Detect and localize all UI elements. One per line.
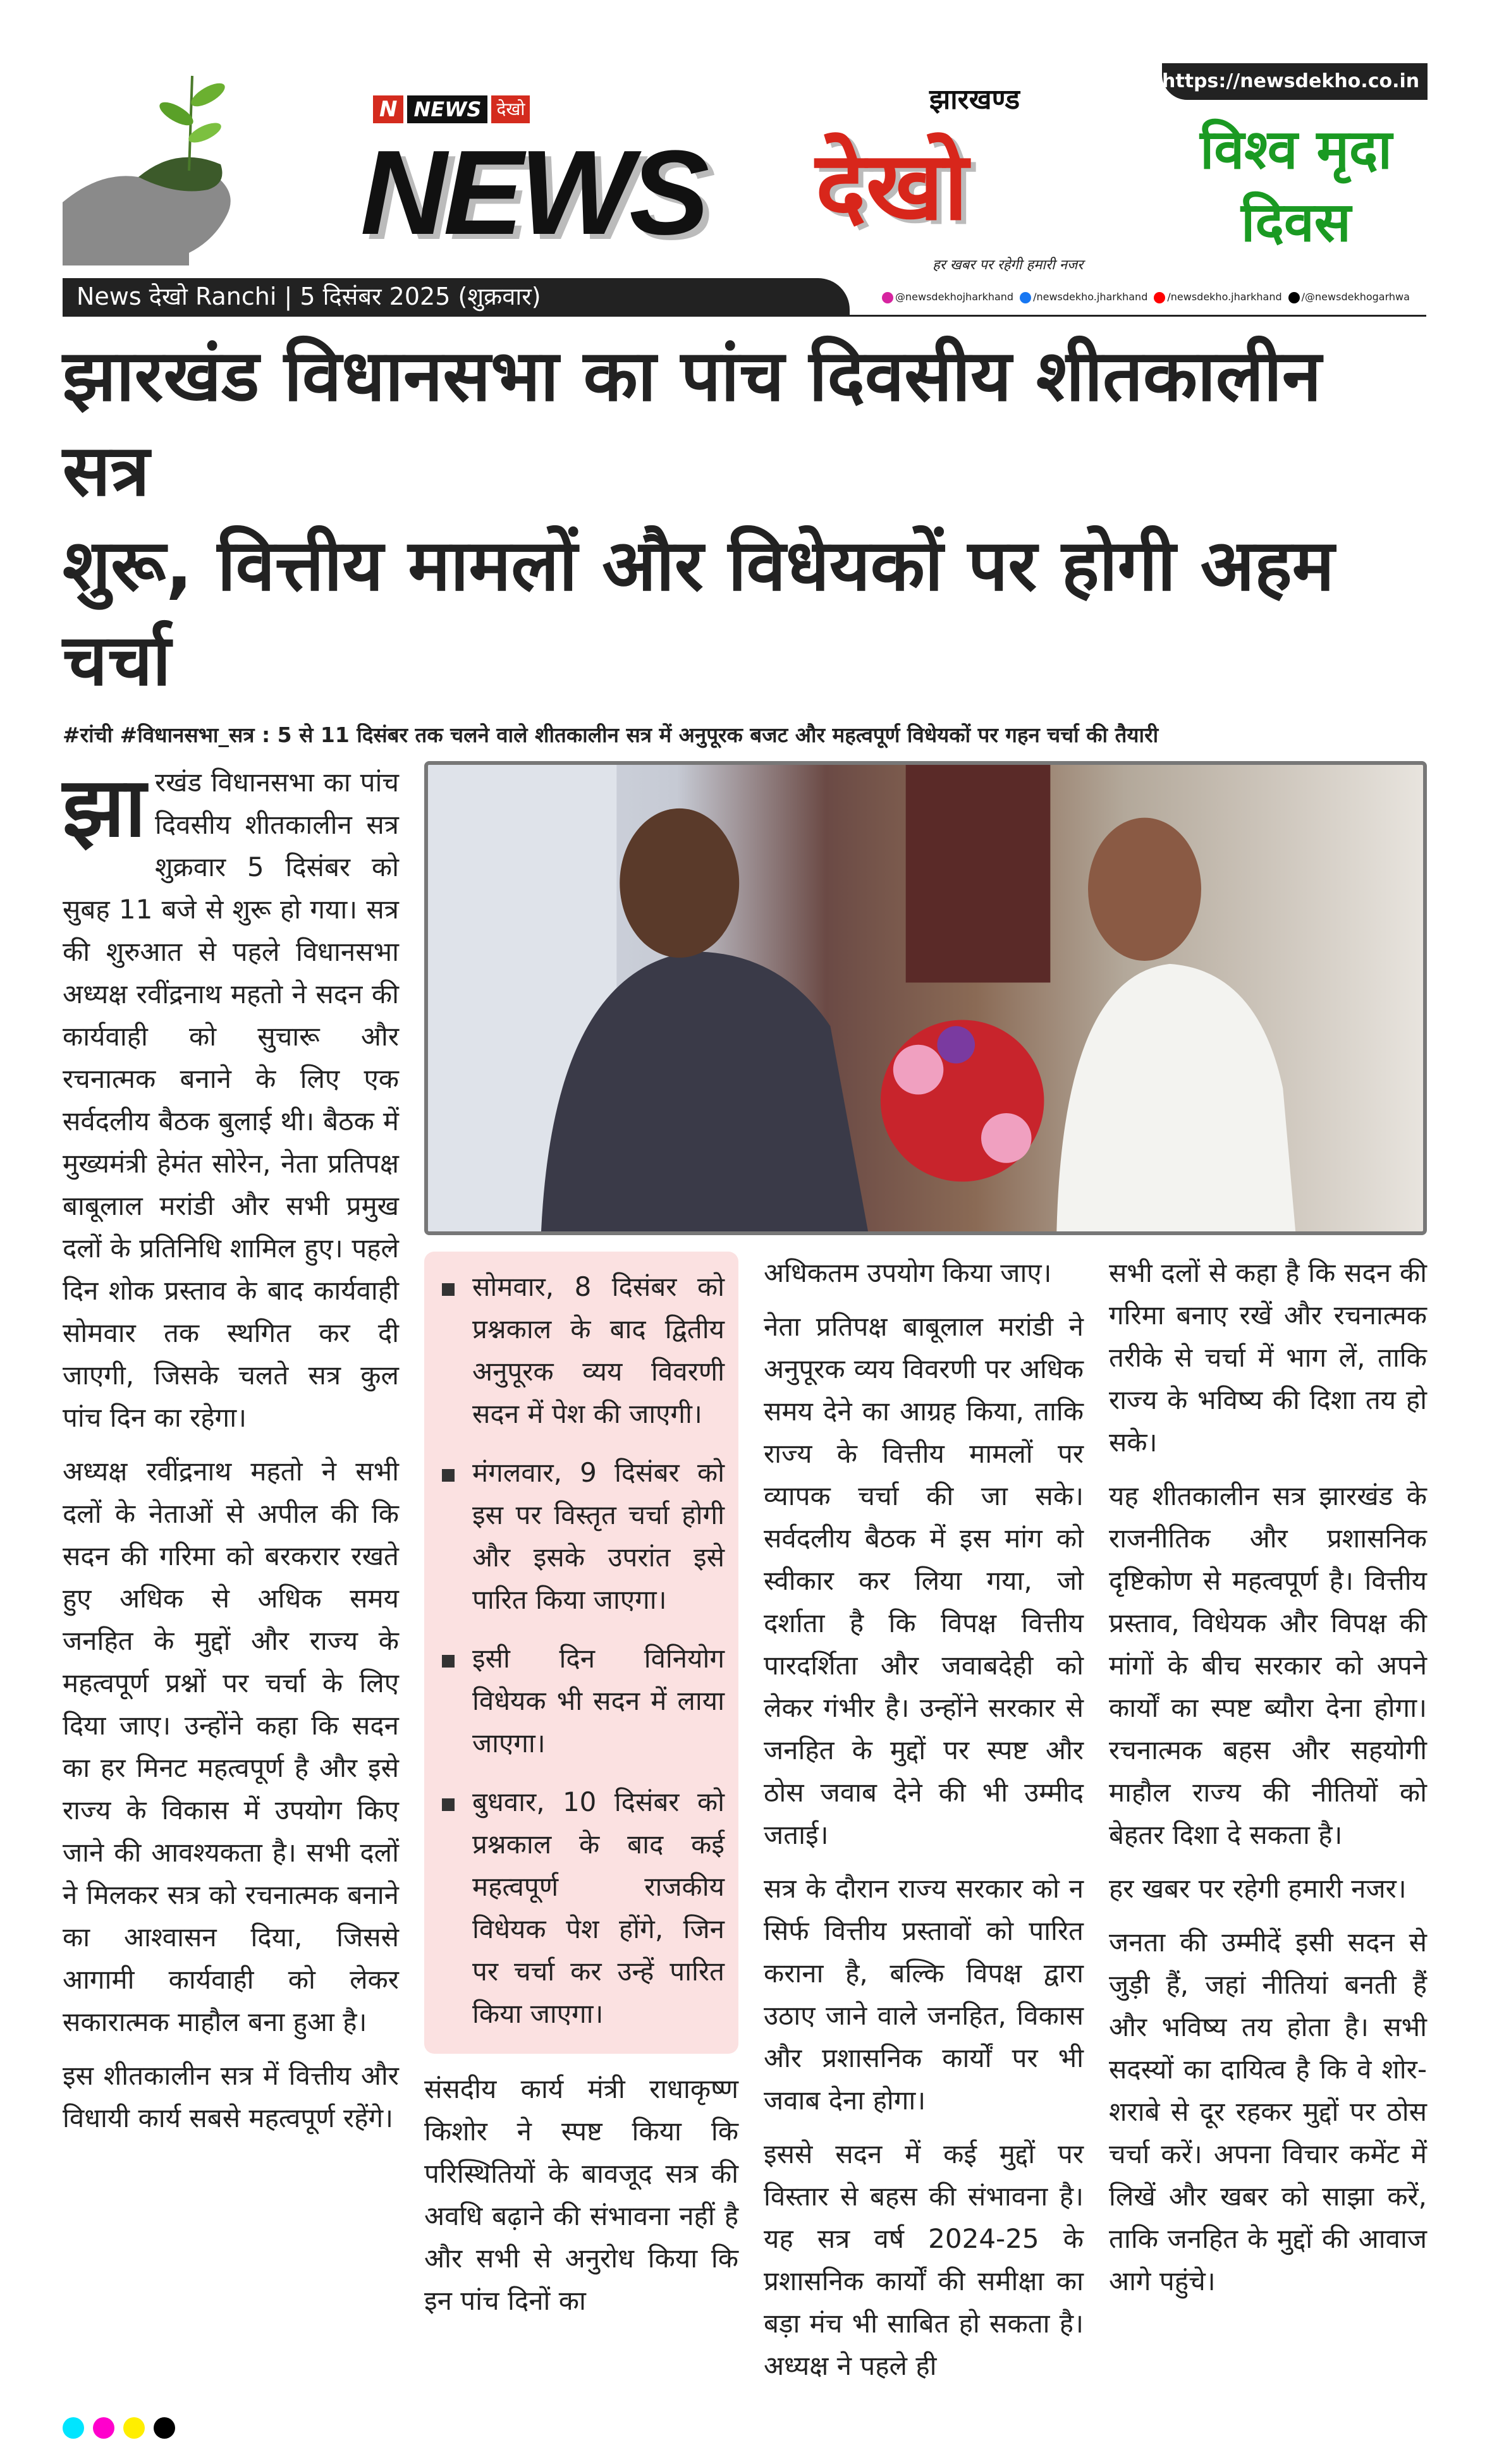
headline-line: झारखंड विधानसभा का पांच दिवसीय शीतकालीन सत्र [63,335,1322,512]
article-grid [63,761,1426,2398]
article-column-1 [63,761,399,2150]
mini-logo-dekho: देखो [491,95,530,123]
logo-news: NEWS [360,126,706,260]
facebook-icon [1020,292,1031,303]
magenta-dot [93,2417,114,2439]
paragraph: सत्र के दौरान राज्य सरकार को न सिर्फ वित्तीय प्रस्तावों को पारित कराना है, बल्कि विपक्ष द्वारा उठाए जाने वाले जनहित, विकास और प्रशासनिक कार्यों पर भी जवाब देना होगा। [764,1873,1084,2116]
paragraph: रखंड विधानसभा का पांच दिवसीय शीतकालीन सत्र शुक्रवार 5 दिसंबर को सुबह 11 बजे से शुरू हो गया। सत्र की शुरुआत से पहले विधानसभा अध्यक्ष रवींद्रनाथ महतो ने सदन की कार्यवाही को सुचारू और रचनात्मक बनाने के लिए एक सर्वदलीय बैठक बुलाई थी। बैठक में मुख्यमंत्री हेमंत सोरेन, नेता प्रतिपक्ष बाबूलाल मरांडी और सभी प्रमुख दलों के प्रतिनिधि शामिल हुए। पहले दिन शोक प्रस्ताव के बाद कार्यवाही सोमवार तक स्थगित कर दी जाएगी, जिसके चलते सत्र कुल पांच दिन का रहेगा। [63,767,399,1433]
headline-line: शुरू, वित्तीय मामलों और विधेयकों पर होगी अहम चर्चा [63,525,1335,702]
schedule-item: इसी दिन विनियोग विधेयक भी सदन में लाया जाएगा। [433,1637,725,1764]
dateline: News देखो Ranchi | 5 दिसंबर 2025 (शुक्रवार) [63,278,850,315]
special-day-line: विश्व मृदा [1200,118,1392,181]
paragraph: यह शीतकालीन सत्र झारखंड के राजनीतिक और प्रशासनिक दृष्टिकोण से महत्वपूर्ण है। वित्तीय प्रस्ताव, विधेयक और विपक्ष की मांगों के बीच सरकार को अपने कार्यों का स्पष्ट ब्यौरा देना होगा। रचनात्मक बहस और सहयोगी माहौल राज्य की नीतियों को बेहतर दिशा दे सकता है। [1109,1480,1427,1850]
mini-logo-n: N [373,95,403,123]
social-handle: /@newsdekhogarhwa [1301,291,1410,303]
paragraph: अध्यक्ष रवींद्रनाथ महतो ने सभी दलों के नेताओं से अपील की कि सदन की गरिमा को बरकरार रखते हुए अधिक से अधिक समय जनहित के मुद्दों और राज्य के महत्वपूर्ण प्रश्नों पर चर्चा के लिए दिया जाए। उन्होंने कहा कि सदन का हर मिनट महत्वपूर्ण है और इसे राज्य के विकास में उपयोग किए जाने की आवश्यकता है। सभी दलों ने मिलकर सत्र को रचनात्मक बनाने का आश्वासन दिया, जिससे आगामी कार्यवाही को लेकर सकारात्मक माहौल बना हुआ है। [63,1456,399,2037]
paragraph: अधिकतम उपयोग किया जाए। [764,1257,1052,1288]
social-facebook[interactable] [1020,288,1147,307]
yellow-dot [123,2417,145,2439]
logo-dekho: देखो [816,131,969,241]
instagram-icon [882,292,893,303]
social-handle: @newsdekhojharkhand [895,291,1014,303]
cyan-dot [63,2417,84,2439]
website-url[interactable]: https://newsdekho.co.in [1162,63,1428,100]
article-column-3 [764,1252,1084,2398]
youtube-icon [1154,292,1165,303]
paragraph: इससे सदन में कई मुद्दों पर विस्तार से बहस की संभावना है। यह सत्र वर्ष 2024-25 के प्रशासनिक कार्यों की समीक्षा का बड़ा मंच भी साबित हो सकता है। अध्यक्ष ने पहले ही [764,2138,1084,2381]
drop-cap: झा [63,759,146,855]
hand-with-plant-illustration [63,63,303,265]
black-dot [154,2417,175,2439]
social-handle: /newsdekho.jharkhand [1033,291,1148,303]
x-icon [1288,292,1300,303]
masthead [0,0,1492,316]
schedule-box [424,1252,738,2054]
article-photo [424,761,1427,1235]
social-youtube[interactable] [1154,288,1281,307]
paragraph: इस शीतकालीन सत्र में वित्तीय और विधायी कार्य सबसे महत्वपूर्ण रहेंगे। [63,2060,399,2133]
social-handle: /newsdekho.jharkhand [1167,291,1282,303]
mini-logo-news: NEWS [407,95,487,123]
paragraph: संसदीय कार्य मंत्री राधाकृष्ण किशोर ने स्पष्ट किया कि परिस्थितियों के बावजूद सत्र की अवधि बढ़ाने की संभावना नहीं है और सभी से अनुरोध किया कि इन पांच दिनों का [424,2073,738,2316]
mini-logo [373,95,530,124]
social-handles [882,288,1426,307]
schedule-item: मंगलवार, 9 दिसंबर को इस पर विस्तृत चर्चा होगी और इसके उपरांत इसे पारित किया जाएगा। [433,1451,725,1621]
paragraph: हर खबर पर रहेगी हमारी नजर। [1109,1873,1407,1904]
social-instagram[interactable] [882,288,1013,307]
schedule-item: बुधवार, 10 दिसंबर को प्रश्नकाल के बाद कई महत्वपूर्ण राजकीय विधेयक पेश होंगे, जिन पर चर्चा कर उन्हें पारित किया जाएगा। [433,1781,725,2035]
paragraph: सभी दलों से कहा है कि सदन की गरिमा बनाए रखें और रचनात्मक तरीके से चर्चा में भाग लें, ताकि राज्य के भविष्य की दिशा तय हो सके। [1109,1257,1427,1458]
schedule-item: सोमवार, 8 दिसंबर को प्रश्नकाल के बाद द्वितीय अनुपूरक व्यय विवरणी सदन में पेश की जाएगी। [433,1266,725,1435]
article-column-2-text [424,2068,738,2322]
social-x[interactable] [1288,288,1410,307]
world-soil-day-banner [1166,114,1426,259]
logo-region: झारखण्ड [929,83,1020,116]
special-day-line: दिवस [1241,191,1351,254]
paragraph: नेता प्रतिपक्ष बाबूलाल मरांडी ने अनुपूरक व्यय विवरणी पर अधिक समय देने का आग्रह किया, ताकि राज्य के वित्तीय मामलों पर व्यापक चर्चा की जा सके। सर्वदलीय बैठक में इस मांग को स्वीकार कर लिया गया, जो दर्शाता है कि विपक्ष वित्तीय पारदर्शिता और जवाबदेही को लेकर गंभीर है। उन्होंने सरकार से जनहित के मुद्दों पर स्पष्ट और ठोस जवाब देने की भी उम्मीद जताई। [764,1311,1084,1850]
registration-marks [63,2417,1426,2439]
article-column-4 [1109,1252,1427,2314]
article [63,316,1426,2464]
article-column-2 [424,1252,738,2333]
subheadline: #रांची #विधानसभा_सत्र : 5 से 11 दिसंबर तक चलने वाले शीतकालीन सत्र में अनुपूरक बजट और महत्वपूर्ण विधेयकों पर गहन चर्चा की तैयारी [63,723,1159,747]
tagline: हर खबर पर रहेगी हमारी नजर [932,257,1084,273]
paragraph: जनता की उम्मीदें इसी सदन से जुड़ी हैं, जहां नीतियां बनती हैं और भविष्य तय होता है। सभी सदस्यों का दायित्व है कि वे शोर-शराबे से दूर रहकर मुद्दों पर ठोस चर्चा करें। अपना विचार कमेंट में लिखें और खबर को साझा करें, ताकि जनहित के मुद्दों की आवाज आगे पहुंचे। [1109,1927,1427,2296]
